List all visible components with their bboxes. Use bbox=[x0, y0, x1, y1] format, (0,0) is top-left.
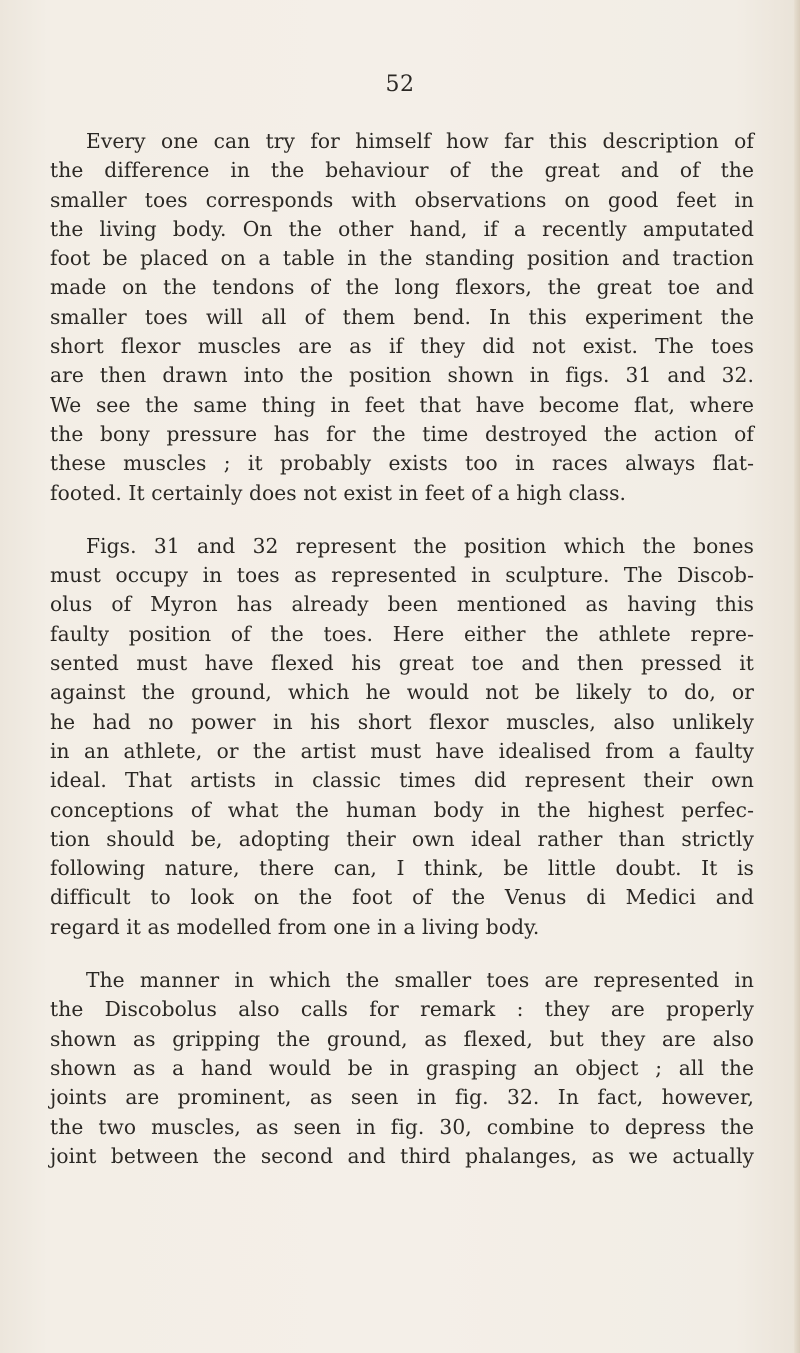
text-line: shown as gripping the ground, as flexed, but they are also bbox=[50, 1026, 754, 1051]
text-line: difficult to look on the foot of the Venus di Medici and bbox=[50, 885, 754, 910]
text-line: he had no power in his short flexor muscles, also unlikely bbox=[50, 709, 754, 734]
text-line: the Discobolus also calls for remark : they are properly bbox=[50, 997, 754, 1022]
paragraph-3 bbox=[50, 966, 754, 1171]
page-edge-shadow bbox=[794, 0, 800, 1353]
text-line: Every one can try for himself how far this description of bbox=[86, 129, 754, 153]
text-line: the difference in the behaviour of the great and of the bbox=[50, 158, 754, 183]
text-line: foot be placed on a table in the standing position and traction bbox=[50, 246, 754, 271]
text-line: must occupy in toes as represented in sculpture. The Discob- bbox=[50, 563, 754, 588]
text-line: smaller toes will all of them bend. In this experiment the bbox=[50, 304, 754, 329]
text-line: conceptions of what the human body in the highest perfec- bbox=[50, 797, 754, 822]
text-line: the living body. On the other hand, if a recently amputated bbox=[50, 216, 754, 241]
text-line: faulty position of the toes. Here either the athlete repre- bbox=[50, 621, 754, 646]
text-line: following nature, there can, I think, be little doubt. It is bbox=[50, 856, 754, 881]
text-line: joints are prominent, as seen in fig. 32. In fact, however, bbox=[50, 1085, 754, 1110]
text-line: against the ground, which he would not be likely to do, or bbox=[50, 680, 754, 705]
text-line: joint between the second and third phalanges, as we actually bbox=[50, 1143, 754, 1168]
text-line: shown as a hand would be in grasping an object ; all the bbox=[50, 1055, 754, 1080]
text-line: regard it as modelled from one in a living body. bbox=[50, 914, 540, 939]
text-line: short flexor muscles are as if they did not exist. The toes bbox=[50, 334, 754, 359]
text-line: smaller toes corresponds with observations on good feet in bbox=[50, 187, 754, 212]
text-line: in an athlete, or the artist must have idealised from a faulty bbox=[50, 738, 754, 763]
text-line: these muscles ; it probably exists too in races always flat- bbox=[50, 451, 754, 476]
text-line: made on the tendons of the long flexors, the great toe and bbox=[50, 275, 754, 300]
text-line: sented must have flexed his great toe and then pressed it bbox=[50, 651, 754, 676]
text-line: The manner in which the smaller toes are represented in bbox=[86, 968, 754, 993]
text-line: tion should be, adopting their own ideal rather than strictly bbox=[50, 826, 754, 851]
text-line: ideal. That artists in classic times did represent their own bbox=[50, 768, 754, 793]
text-line: are then drawn into the position shown in figs. 31 and 32. bbox=[50, 363, 754, 388]
paragraph-1 bbox=[50, 127, 754, 508]
text-line: the bony pressure has for the time destroyed the action of bbox=[50, 421, 754, 446]
text-line: footed. It certainly does not exist in feet of a high class. bbox=[50, 480, 627, 505]
text-line: Figs. 31 and 32 represent the position which the bones bbox=[86, 533, 754, 558]
text-line: We see the same thing in feet that have become flat, where bbox=[50, 392, 754, 417]
text-line: olus of Myron has already been mentioned as having this bbox=[50, 592, 754, 617]
paragraph-2 bbox=[50, 532, 754, 942]
page-number: 52 bbox=[385, 72, 415, 97]
body-text bbox=[50, 127, 754, 1195]
text-line: the two muscles, as seen in fig. 30, combine to depress the bbox=[50, 1114, 754, 1139]
